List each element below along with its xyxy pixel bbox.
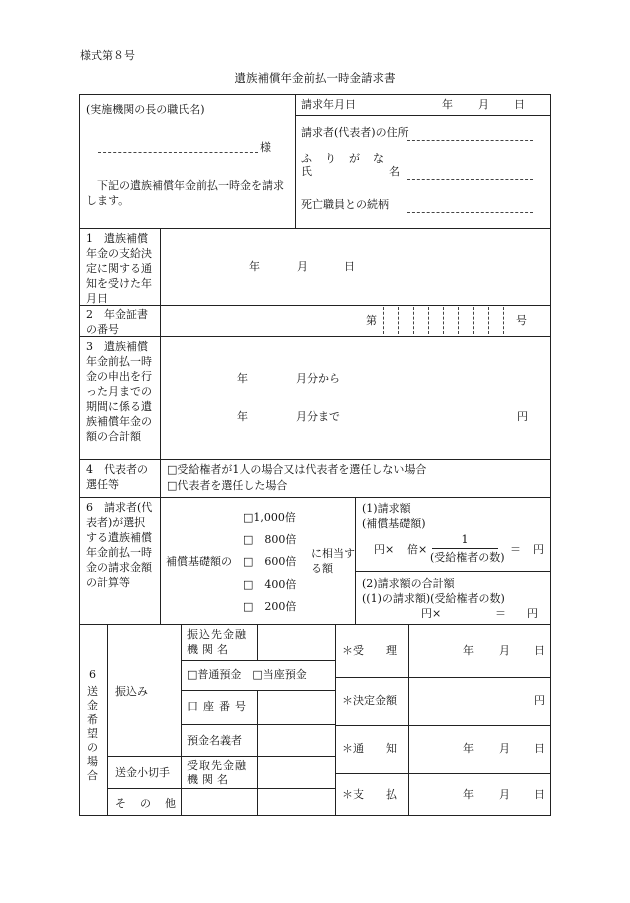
sec3-from: 月分から (296, 372, 340, 385)
office-receipt-year: 年 (463, 644, 474, 657)
form-number: 様式第８号 (80, 49, 135, 62)
sama-label: 様 (260, 141, 271, 154)
bank-name-label-1: 振込先金融 (187, 628, 247, 641)
office-notice-day: 日 (534, 742, 545, 755)
sec6b-label: 送金希望の場合 (87, 685, 98, 782)
calc2-subtitle: ((1)の請求額)(受給権者の数) (362, 592, 505, 605)
institution-head-line[interactable] (98, 152, 258, 153)
request-date-month: 月 (478, 98, 489, 111)
remittance-cheque-label: 送金小切手 (115, 766, 170, 779)
sec3-label: 3 遺族補償年金前払一時金の申出を行った月までの期間に係る遺族補償年金の額の合計額 (86, 340, 152, 443)
transfer-label: 振込み (115, 685, 148, 698)
office-payment-label: ＊支 払 (342, 788, 397, 801)
calc1-denominator: (受給権者の数) (430, 551, 505, 564)
calc1-title: (1)請求額 (362, 502, 411, 515)
sec3-year-from: 年 (237, 372, 248, 385)
sec1-label: 1 遺族補償年金の支給決定に関する通知を受けた年月日 (86, 232, 152, 305)
address-input[interactable] (407, 140, 533, 141)
furigana-label: ふ り が な (301, 152, 385, 165)
sec6b-number: 6 (89, 668, 96, 681)
other-label: その他 (115, 797, 190, 810)
institution-head-label: (実施機関の長の職氏名) (86, 103, 205, 116)
name-input[interactable] (407, 179, 533, 180)
base-amount-label: 補償基礎額の (166, 555, 232, 568)
office-payment-month: 月 (499, 788, 510, 801)
calc1-times: 倍× (407, 543, 428, 556)
multiplier-400[interactable]: □ 400倍 (243, 578, 297, 591)
office-notice-month: 月 (499, 742, 510, 755)
multiplier-600[interactable]: □ 600倍 (243, 555, 297, 568)
calc1-subtitle: (補償基礎額) (362, 517, 426, 530)
sec4-option-representative[interactable]: □代表者を選任した場合 (167, 479, 288, 492)
calc2-title: (2)請求額の合計額 (362, 577, 455, 590)
sec1-year: 年 (249, 260, 260, 273)
office-notice-label: ＊通 知 (342, 742, 397, 755)
bank-name-label-2: 機関名 (187, 643, 232, 656)
office-decision-yen: 円 (534, 694, 545, 707)
request-date-label: 請求年月日 (301, 98, 356, 111)
name-label-2: 名 (389, 165, 400, 178)
form-title: 遺族補償年金前払一時金請求書 (234, 71, 396, 85)
office-decision-label: ＊決定金額 (342, 694, 397, 707)
receiving-bank-label-2: 機関名 (187, 773, 232, 786)
calc1-equals: ＝ (510, 543, 521, 556)
receiving-bank-label-1: 受取先金融 (187, 759, 247, 772)
multiplier-200[interactable]: □ 200倍 (243, 600, 297, 613)
sec6a-label: 6 請求者(代表者)が選択する遺族補償年金前払一時金の請求金額の計算等 (86, 501, 153, 589)
office-receipt-label: ＊受 理 (342, 644, 397, 657)
address-label: 請求者(代表者)の住所 (301, 126, 409, 139)
calc1-result-yen: 円 (533, 543, 544, 556)
relation-input[interactable] (407, 212, 533, 213)
account-number-label: 口座番号 (187, 700, 251, 713)
sec2-suffix: 号 (516, 314, 527, 327)
sec3-year-to: 年 (237, 410, 248, 423)
calc2-equals: ＝ (495, 607, 506, 620)
sec3-yen: 円 (517, 410, 528, 423)
fraction-bar (432, 548, 498, 549)
account-type-options[interactable]: □普通預金 □当座預金 (187, 668, 307, 681)
request-text: 下記の遺族補償年金前払一時金を請求します。 (86, 179, 284, 207)
office-payment-year: 年 (463, 788, 474, 801)
request-date-day: 日 (514, 98, 525, 111)
office-notice-year: 年 (463, 742, 474, 755)
sec2-prefix: 第 (366, 314, 377, 327)
calc1-yen-times: 円× (374, 543, 395, 556)
relation-label: 死亡職員との続柄 (301, 198, 389, 211)
sec2-label: 2 年金証書の番号 (86, 308, 148, 336)
name-label-1: 氏 (301, 165, 312, 178)
calc2-result-yen: 円 (527, 607, 538, 620)
calc2-yen-times: 円× (421, 607, 442, 620)
calc1-numerator: 1 (461, 533, 469, 546)
sec1-month: 月 (297, 260, 308, 273)
account-holder-label: 預金名義者 (187, 734, 242, 747)
multiplier-800[interactable]: □ 800倍 (243, 533, 297, 546)
sec4-option-single[interactable]: □受給権者が1人の場合又は代表者を選任しない場合 (167, 463, 427, 476)
request-date-year: 年 (442, 98, 453, 111)
equivalent-amount-label: に相当する額 (311, 547, 355, 575)
office-receipt-day: 日 (534, 644, 545, 657)
office-payment-day: 日 (534, 788, 545, 801)
sec4-label: 4 代表者の選任等 (86, 463, 148, 491)
office-receipt-month: 月 (499, 644, 510, 657)
multiplier-1000[interactable]: □1,000倍 (243, 511, 296, 524)
sec3-to: 月分まで (296, 410, 340, 423)
sec1-day: 日 (344, 260, 355, 273)
